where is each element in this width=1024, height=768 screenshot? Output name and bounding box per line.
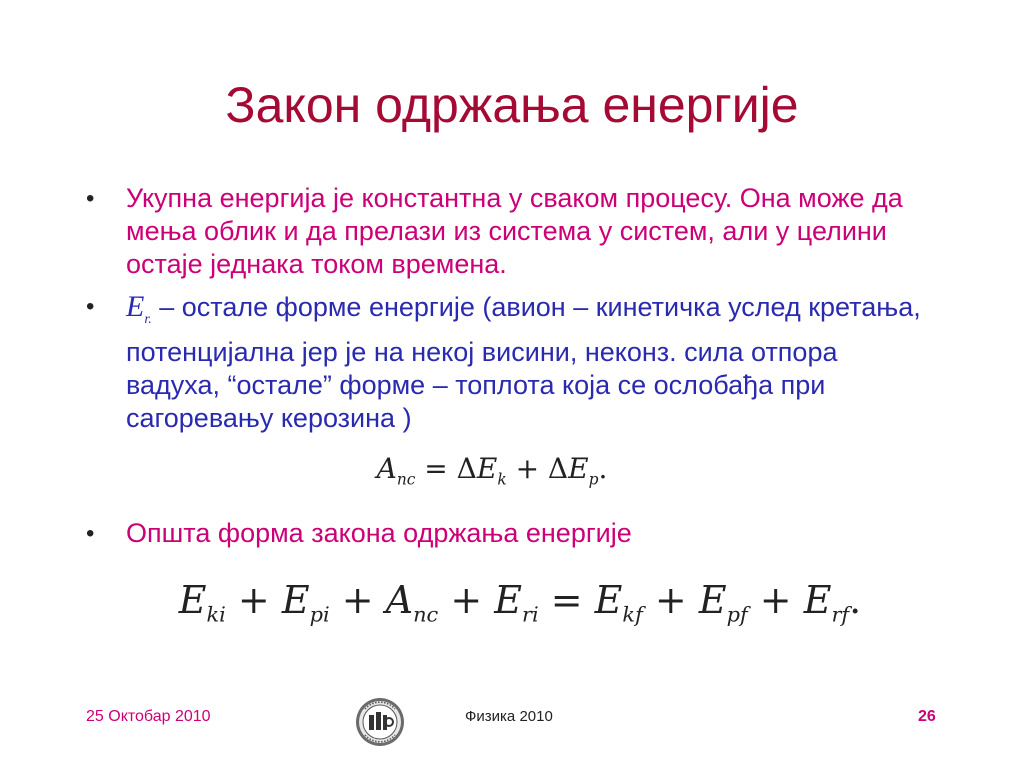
equation-nonconservative-work: $A_{nc} = \Delta E_k + \Delta E_p$. xyxy=(376,452,608,489)
bullet-text: Укупна енергија је константна у сваком процесу. Она може да мења облик и да прелази из система у систем, али у целини остаје једнака током времена. xyxy=(126,183,903,279)
footer-date: 25 Октобар 2010 xyxy=(86,708,211,725)
equation-energy-conservation: $E_{ki} + E_{pi} + A_{nc} + E_{ri} = E_{kf} + E_{pf} + E_{rf}$. xyxy=(178,578,862,627)
bullet-text: $E_{r.}$ – остале форме енергије (авион – кинетичка услед кретања, потенцијална јер је на некој висини, неконз. сила отпора вадуха, “остале” форме – топлота која се ослобађа при сагоревању керозина ) xyxy=(126,290,921,433)
slide-title: Закон одржања енергије xyxy=(225,77,799,133)
bullet-dot: • xyxy=(86,185,95,212)
bullet-dot: • xyxy=(86,520,95,547)
energy-symbol: $E_{r.}$ xyxy=(126,290,152,327)
faculty-seal-logo-icon xyxy=(355,697,405,747)
footer-course: Физика 2010 xyxy=(465,708,553,725)
bullet-text: Општа форма закона одржања енергије xyxy=(126,518,632,548)
bullet-dot: • xyxy=(86,293,95,320)
page-number: 26 xyxy=(918,708,936,725)
